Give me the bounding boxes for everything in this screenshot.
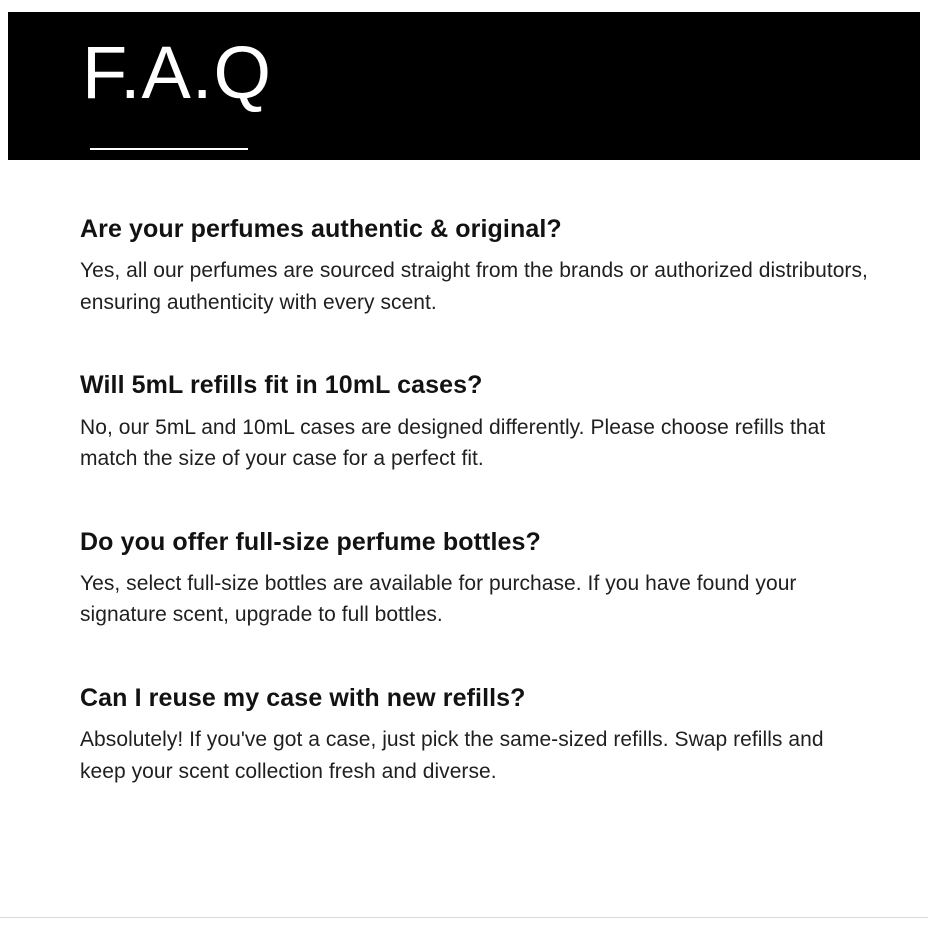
page-bottom-divider <box>0 917 928 918</box>
faq-banner <box>8 12 920 160</box>
faq-item <box>0 683 928 787</box>
faq-item-gap <box>0 631 928 683</box>
faq-answer: Absolutely! If you've got a case, just pick the same-sized refills. Swap refills and keep your scent collection fresh and diverse. <box>80 728 824 783</box>
title-underline-rule <box>90 148 248 150</box>
faq-answer: No, our 5mL and 10mL cases are designed differently. Please choose refills that match the size of your case for a perfect fit. <box>80 415 826 470</box>
faq-list <box>0 214 928 787</box>
faq-question: Can I reuse my case with new refills? <box>80 683 526 712</box>
faq-answer: Yes, all our perfumes are sourced straight from the brands or authorized distributors, ensuring authenticity with every scent. <box>80 259 868 314</box>
faq-question: Will 5mL refills fit in 10mL cases? <box>80 371 483 400</box>
faq-item <box>0 370 928 474</box>
faq-answer: Yes, select full-size bottles are available for purchase. If you have found your signature scent, upgrade to full bottles. <box>80 571 797 627</box>
faq-question: Do you offer full-size perfume bottles? <box>80 527 541 556</box>
page-title: F.A.Q <box>82 31 273 114</box>
faq-item-gap <box>0 318 928 370</box>
page-top-margin <box>0 0 928 12</box>
faq-question: Are your perfumes authentic & original? <box>80 215 562 243</box>
banner-content-spacer <box>0 160 928 214</box>
faq-item <box>0 527 928 631</box>
faq-item-gap <box>0 475 928 527</box>
faq-item <box>0 214 928 318</box>
